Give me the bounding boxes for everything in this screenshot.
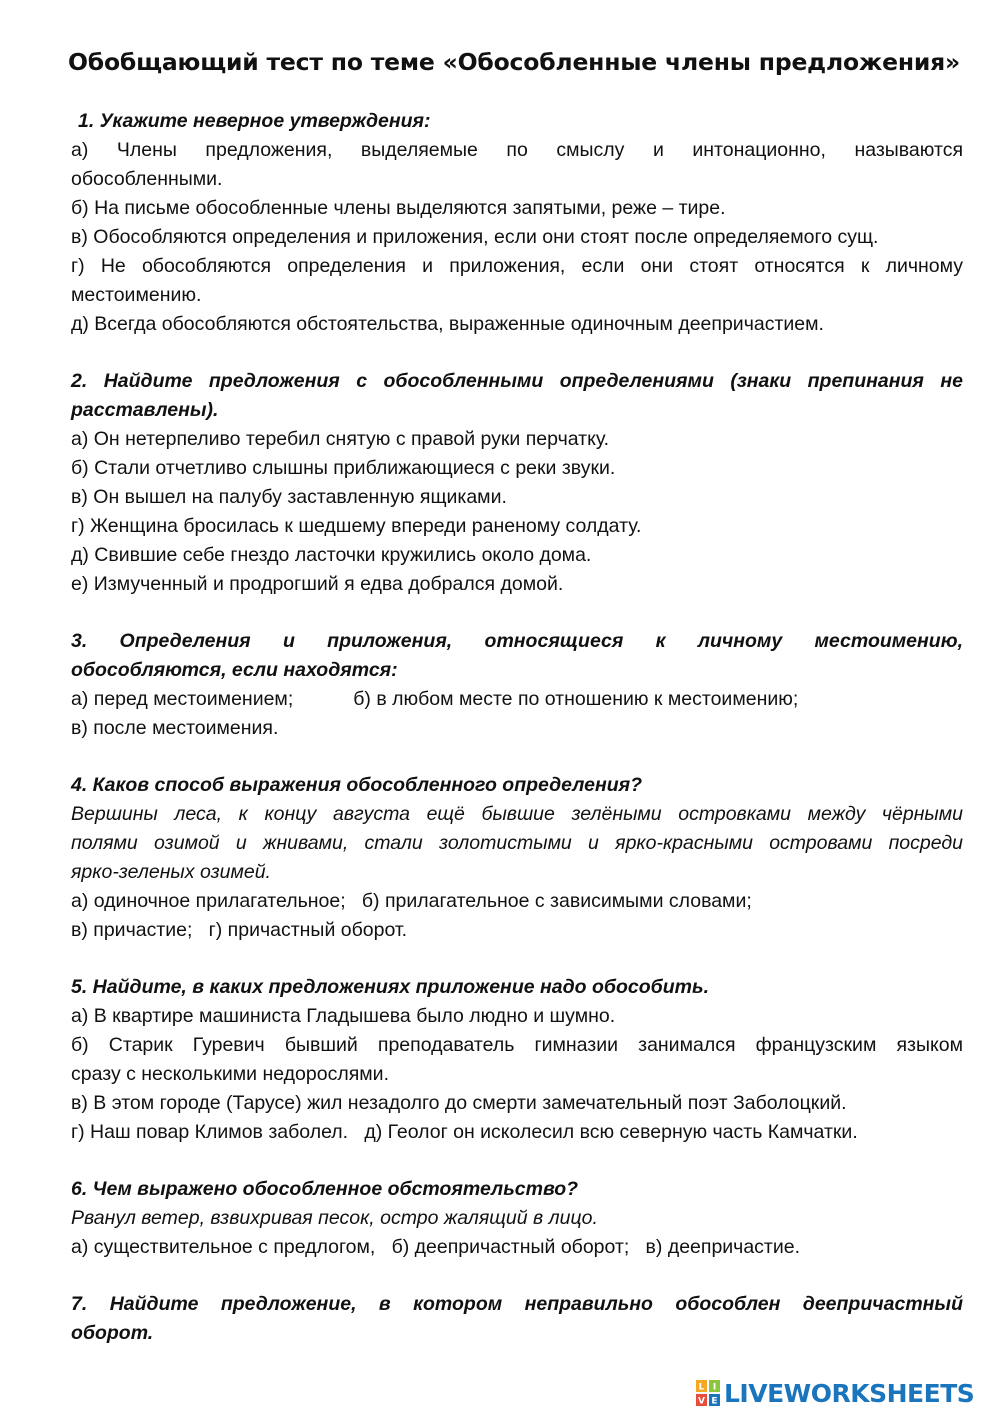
example-text: полями озимой и жнивами, стали золотистыми и ярко-красными островами посреди (71, 832, 963, 854)
answer-option: е) Измученный и продрогший я едва добрался домой. (71, 573, 564, 595)
answer-option: г) Не обособляются определения и приложения, если они стоят относятся к личному (71, 255, 963, 277)
answer-option: д) Свившие себе гнездо ласточки кружились около дома. (71, 544, 592, 566)
svg-text:E: E (711, 1396, 718, 1406)
answer-options-row: а) одиночное прилагательное; б) прилагательное с зависимыми словами; (71, 890, 752, 912)
page-title: Обобщающий тест по теме «Обособленные члены предложения» (67, 48, 961, 76)
example-text: Рванул ветер, взвихривая песок, остро жалящий в лицо. (71, 1207, 598, 1229)
question-heading-continued: оборот. (71, 1322, 154, 1344)
question-heading: 7. Найдите предложение, в котором неправильно обособлен деепричастный (71, 1293, 963, 1315)
answer-option: а) перед местоимением; (71, 688, 294, 710)
answer-options-row: а) существительное с предлогом, б) деепричастный оборот; в) деепричастие. (71, 1236, 801, 1258)
question-heading: 6. Чем выражено обособленное обстоятельство? (71, 1178, 579, 1200)
answer-option: а) В квартире машиниста Гладышева было людно и шумно. (71, 1005, 616, 1027)
example-text: Вершины леса, к концу августа ещё бывшие зелёными островками между чёрными (71, 803, 963, 825)
liveworksheets-watermark (696, 1378, 974, 1408)
watermark-text: LIVEWORKSHEETS (724, 1378, 975, 1408)
question-5 (71, 973, 963, 1147)
answer-option: б) На письме обособленные члены выделяются запятыми, реже – тире. (71, 197, 726, 219)
question-7 (71, 1290, 963, 1348)
svg-text:V: V (698, 1396, 705, 1406)
answer-options-row (71, 685, 963, 714)
question-4 (71, 771, 963, 945)
example-text: ярко-зеленых озимей. (71, 861, 271, 883)
question-heading: 1. Укажите неверное утверждения: (78, 110, 431, 132)
question-3 (71, 627, 963, 743)
answer-options-row: г) Наш повар Климов заболел. д) Геолог он исколесил всю северную часть Камчатки. (71, 1121, 858, 1143)
answer-option: в) Обособляются определения и приложения, если они стоят после определяемого сущ. (71, 226, 879, 248)
answer-option: в) после местоимения. (71, 717, 279, 739)
worksheet-page (67, 48, 963, 1376)
answer-option: д) Всегда обособляются обстоятельства, выраженные одиночным деепричастием. (71, 313, 824, 335)
question-heading: 4. Каков способ выражения обособленного определения? (71, 774, 643, 796)
answer-option: в) Он вышел на палубу заставленную ящиками. (71, 486, 507, 508)
question-6 (71, 1175, 963, 1262)
answer-option-continued: сразу с несколькими недорослями. (71, 1063, 389, 1085)
question-heading-continued: расставлены). (71, 399, 219, 421)
question-heading: 3. Определения и приложения, относящиеся к личному местоимению, (71, 630, 963, 652)
answer-option: б) в любом месте по отношению к местоимению; (353, 688, 799, 710)
question-2 (71, 367, 963, 599)
answer-option: в) В этом городе (Тарусе) жил незадолго до смерти замечательный поэт Заболоцкий. (71, 1092, 847, 1114)
answer-options-row: в) причастие; г) причастный оборот. (71, 919, 408, 941)
liveworksheets-logo-icon (696, 1380, 720, 1406)
answer-option: б) Стали отчетливо слышны приближающиеся с реки звуки. (71, 457, 616, 479)
question-heading: 2. Найдите предложения с обособленными определениями (знаки препинания не (71, 370, 963, 392)
answer-option: а) Он нетерпеливо теребил снятую с правой руки перчатку. (71, 428, 610, 450)
question-1 (71, 107, 963, 339)
question-heading: 5. Найдите, в каких предложениях приложение надо обособить. (71, 976, 709, 998)
answer-option-continued: обособленными. (71, 168, 223, 190)
answer-option: а) Члены предложения, выделяемые по смыслу и интонационно, называются (71, 139, 963, 161)
answer-option: б) Старик Гуревич бывший преподаватель гимназии занимался французским языком (71, 1034, 963, 1056)
answer-option-continued: местоимению. (71, 284, 202, 306)
svg-text:L: L (698, 1382, 705, 1393)
svg-text:I: I (712, 1382, 717, 1393)
question-heading-continued: обособляются, если находятся: (71, 659, 398, 681)
answer-option: г) Женщина бросилась к шедшему впереди раненому солдату. (71, 515, 642, 537)
